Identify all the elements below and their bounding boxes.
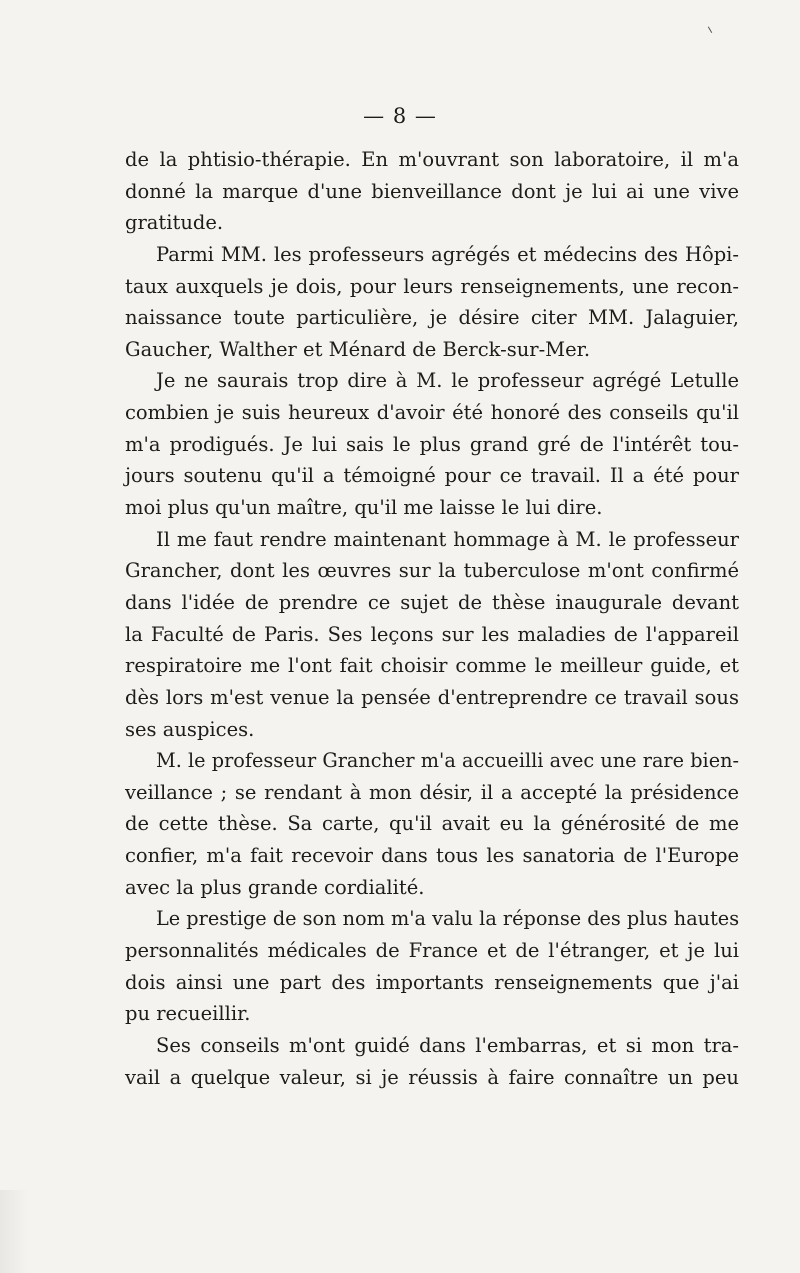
text-line: dans l'idée de prendre ce sujet de thèse inaugurale devant (125, 590, 739, 614)
text-line: taux auxquels je dois, pour leurs renseignements, une recon- (125, 274, 739, 298)
text-line: personnalités médicales de France et de l'étranger, et je lui (125, 939, 739, 963)
text-line: M. le professeur Grancher m'a accueilli avec une rare bien- (156, 749, 739, 773)
text-line: combien je suis heureux d'avoir été honoré des conseils qu'il (125, 401, 739, 425)
text-line: Je ne saurais trop dire à M. le professeur agrégé Letulle (156, 369, 739, 393)
text-line: dès lors m'est venue la pensée d'entreprendre ce travail sous (125, 685, 739, 709)
body-text (125, 144, 739, 1093)
text-line: Le prestige de son nom m'a valu la réponse des plus hautes (156, 907, 740, 931)
text-line: avec la plus grande cordialité. (125, 875, 425, 899)
text-line: Grancher, dont les œuvres sur la tuberculose m'ont confirmé (125, 559, 739, 583)
text-line: vail a quelque valeur, si je réussis à faire connaître un peu (125, 1065, 739, 1089)
text-line: naissance toute particulière, je désire citer MM. Jalaguier, (125, 306, 739, 330)
text-line: la Faculté de Paris. Ses leçons sur les maladies de l'appareil (125, 622, 739, 646)
text-line: Il me faut rendre maintenant hommage à M. le professeur (156, 527, 739, 551)
page-number: — 8 — (363, 104, 437, 128)
text-line: moi plus qu'un maître, qu'il me laisse le lui dire. (125, 496, 603, 520)
text-line: de la phtisio-thérapie. En m'ouvrant son laboratoire, il m'a (125, 148, 739, 171)
text-line: veillance ; se rendant à mon désir, il a accepté la présidence (125, 780, 739, 804)
text-line: de cette thèse. Sa carte, qu'il avait eu la générosité de me (125, 812, 739, 836)
text-line: Ses conseils m'ont guidé dans l'embarras, et si mon tra- (156, 1033, 739, 1057)
text-line: respiratoire me l'ont fait choisir comme le meilleur guide, et (125, 654, 739, 678)
page-edge-shadow (0, 1190, 28, 1273)
text-line: donné la marque d'une bienveillance dont je lui ai une vive (125, 179, 739, 203)
text-line: Parmi MM. les professeurs agrégés et médecins des Hôpi- (156, 242, 739, 266)
text-line: ses auspices. (125, 717, 255, 741)
text-line: Gaucher, Walther et Ménard de Berck-sur-Mer. (125, 337, 591, 361)
text-line: jours soutenu qu'il a témoigné pour ce travail. Il a été pour (125, 464, 739, 488)
text-line: confier, m'a fait recevoir dans tous les sanatoria de l'Europe (125, 844, 739, 868)
text-line: dois ainsi une part des importants renseignements que j'ai (125, 970, 739, 994)
text-line: m'a prodigués. Je lui sais le plus grand gré de l'intérêt tou- (125, 432, 739, 456)
text-line: gratitude. (125, 211, 224, 235)
tick-mark-icon (702, 26, 712, 36)
text-line: pu recueillir. (125, 1002, 251, 1026)
